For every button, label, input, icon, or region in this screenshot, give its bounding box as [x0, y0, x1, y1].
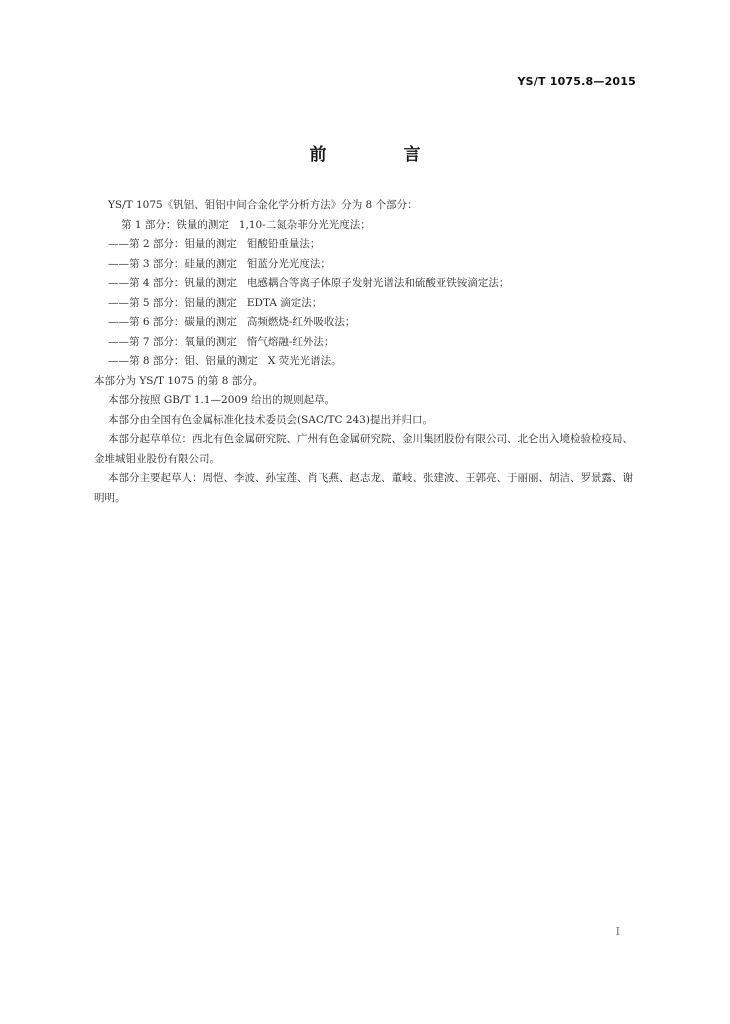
part-statement: 本部分为 YS/T 1075 的第 8 部分。	[94, 374, 264, 387]
list-item	[94, 274, 642, 294]
part-method: 惰气熔融-红外法；	[246, 335, 335, 348]
part-label: 第 1 部分：铁量的测定	[121, 218, 229, 231]
standard-code: YS/T 1075.8—2015	[517, 75, 636, 88]
part-method: 电感耦合等离子体原子发射光谱法和硫酸亚铁铵滴定法；	[246, 277, 510, 289]
drafters-statement: 本部分主要起草人：周恺、李波、孙宝莲、肖飞燕、赵志龙、董岐、张建波、王郭亮、于丽丽、胡洁、罗景露、谢明明。	[94, 472, 633, 504]
part-label: ——第 6 部分：碳量的测定	[108, 316, 237, 328]
part-label: ——第 5 部分：铝量的测定	[108, 296, 237, 309]
part-label: ——第 7 部分：氧量的测定	[108, 335, 237, 348]
drafting-rules-statement: 本部分按照 GB/T 1.1—2009 给出的规则起草。	[108, 394, 336, 406]
list-item	[94, 235, 642, 255]
part-method: 钼酸铅重量法；	[246, 238, 321, 250]
parts-list	[94, 216, 642, 372]
list-item	[94, 294, 642, 314]
part-method: X 荧光光谱法。	[267, 355, 342, 367]
list-item	[94, 352, 642, 372]
list-item	[94, 216, 642, 236]
list-item	[94, 333, 642, 353]
part-label: ——第 3 部分：硅量的测定	[108, 257, 237, 270]
proposed-by-statement: 本部分由全国有色金属标准化技术委员会(SAC/TC 243)提出并归口。	[108, 413, 433, 426]
part-method: 高频燃烧-红外吸收法；	[246, 316, 356, 328]
part-method: EDTA 滴定法；	[246, 296, 323, 309]
drafting-units-statement: 本部分起草单位：西北有色金属研究院、广州有色金属研究院、金川集团股份有限公司、北仑出入境检验检疫局、金堆城钼业股份有限公司。	[94, 433, 633, 465]
list-item	[94, 255, 642, 275]
part-label: ——第 4 部分：钒量的测定	[108, 277, 237, 289]
part-method: 钼蓝分光光度法；	[246, 257, 331, 270]
intro-paragraph: YS/T 1075《钒铝、钼铝中间合金化学分析方法》分为 8 个部分：	[108, 199, 418, 211]
page-title: 前 言	[309, 145, 451, 165]
page-number: I	[615, 925, 620, 938]
foreword-body	[94, 196, 642, 508]
list-item	[94, 313, 642, 333]
part-label: ——第 8 部分：钼、铝量的测定	[108, 355, 258, 367]
part-method: 1,10-二氮杂菲分光光度法；	[238, 218, 371, 231]
part-label: ——第 2 部分：钼量的测定	[108, 238, 237, 250]
